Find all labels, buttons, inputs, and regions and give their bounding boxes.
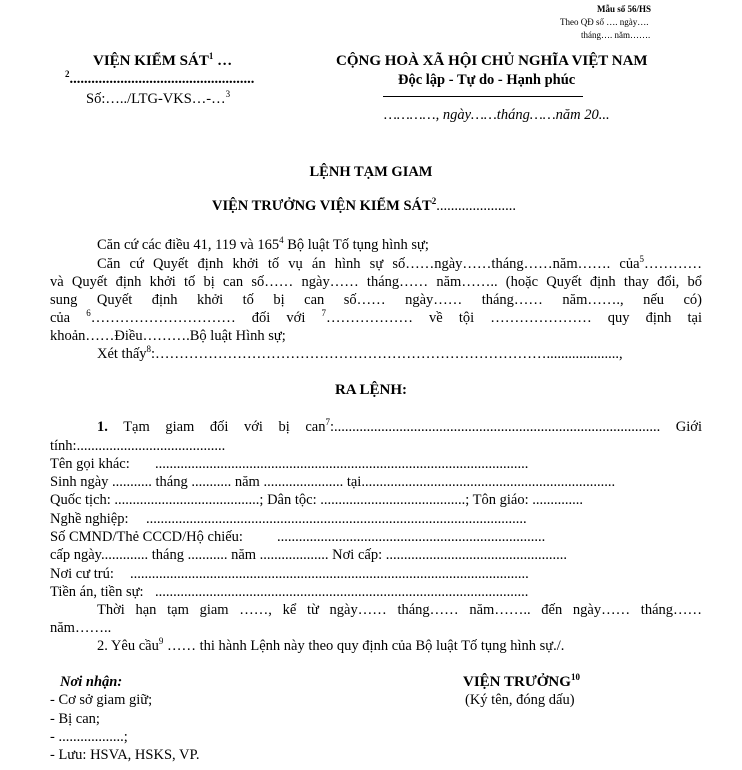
basis-decision-line1: Căn cứ Quyết định khởi tố vụ án hình sự số……ngày……tháng……năm……. của$^5$………… <box>97 254 702 272</box>
id-issued-field: cấp ngày............. tháng ........... năm ................... Nơi cấp: .................................................. <box>50 547 567 563</box>
motto-underline <box>383 96 583 97</box>
place-date: …………, ngày……tháng……năm 20... <box>384 107 610 123</box>
residence-label: Nơi cư trú: <box>50 566 114 582</box>
criminal-record-field: ....................................................................................................... <box>155 584 529 600</box>
residence-field: .............................................................................................................. <box>130 566 529 582</box>
order-item2: 2. Yêu cầu$^9$ …… thi hành Lệnh này theo quy định của Bộ luật Tố tụng hình sự./. <box>97 636 565 654</box>
recipient-item: - Bị can; <box>50 711 100 727</box>
birth-field: Sinh ngày ........... tháng ........... năm ...................... tại...................................................................... <box>50 474 616 490</box>
document-number: Số:…../LTG-VKS…-…$^3$ <box>86 89 231 107</box>
order-heading: RA LỆNH: <box>334 382 408 398</box>
agency-name: VIỆN KIỂM SÁT$^1$ … <box>93 51 233 69</box>
basis-decision-line5: khoản……Điều……….Bộ luật Hình sự; <box>50 328 286 344</box>
occupation-label: Nghề nghiệp: <box>50 511 129 527</box>
basis-decision-line3: sung Quyết định khởi tố bị can số…… ngày…… tháng…… năm……., nếu có) <box>50 292 702 308</box>
recipient-item: - Lưu: HSVA, HSKS, VP. <box>50 747 200 763</box>
basis-decision-line2: và Quyết định khởi tố bị can số…… ngày…… tháng…… năm…….. (hoặc Quyết định thay đổi, bổ <box>50 274 702 290</box>
signature-title: VIỆN TRƯỞNG$^{10}$ <box>463 672 580 690</box>
occupation-field: ......................................................................................................... <box>146 511 527 527</box>
order-item1-line: 1. Tạm giam đối với bị can$^7$:.......................................................................................... Giới <box>97 417 702 435</box>
recipients-label: Nơi nhận: <box>60 674 123 690</box>
recipient-item: - ..................; <box>50 729 128 745</box>
id-field: .......................................................................... <box>277 529 546 545</box>
alias-field: ....................................................................................................... <box>155 456 529 472</box>
gender-field: tính:......................................... <box>50 438 226 454</box>
alias-label: Tên gọi khác: <box>50 456 130 472</box>
signature-note: (Ký tên, đóng dấu) <box>465 692 575 708</box>
form-code-number: Mẫu số 56/HS <box>597 4 652 14</box>
basis-consideration: Xét thấy$^8$:………………………………………………………………………...................., <box>97 344 623 362</box>
basis-law: Căn cứ các điều 41, 119 và $165^4$ Bộ luật Tố tụng hình sự; <box>97 235 429 253</box>
document-subtitle: VIỆN TRƯỞNG VIỆN KIỂM SÁT$^2$...................... <box>212 196 516 214</box>
criminal-record-label: Tiền án, tiền sự: <box>50 584 144 600</box>
agency-sub-line: $^2$................................................... <box>65 69 255 87</box>
basis-decision-line4: của $^6$………………………… đối với $^7$……………… về tội ………………… quy định tại <box>50 308 703 326</box>
form-code-date: tháng…. năm……. <box>581 30 651 40</box>
id-label: Số CMND/Thẻ CCCD/Hộ chiếu: <box>50 529 243 545</box>
nation-name: CỘNG HOÀ XÃ HỘI CHỦ NGHĨA VIỆT NAM <box>336 53 648 69</box>
recipient-item: - Cơ sở giam giữ; <box>50 692 153 708</box>
form-code-decision: Theo QĐ số …. ngày…. <box>560 17 649 27</box>
national-motto: Độc lập - Tự do - Hạnh phúc <box>398 72 576 88</box>
nationality-field: Quốc tịch: ........................................; Dân tộc: ........................................; Tôn giáo: .............. <box>50 492 583 508</box>
document-title: LỆNH TẠM GIAM <box>309 164 433 180</box>
detention-term-line2: năm…….. <box>50 620 112 636</box>
detention-term-line1: Thời hạn tạm giam ……, kể từ ngày…… tháng…… năm…….. đến ngày…… tháng…… <box>97 602 702 618</box>
